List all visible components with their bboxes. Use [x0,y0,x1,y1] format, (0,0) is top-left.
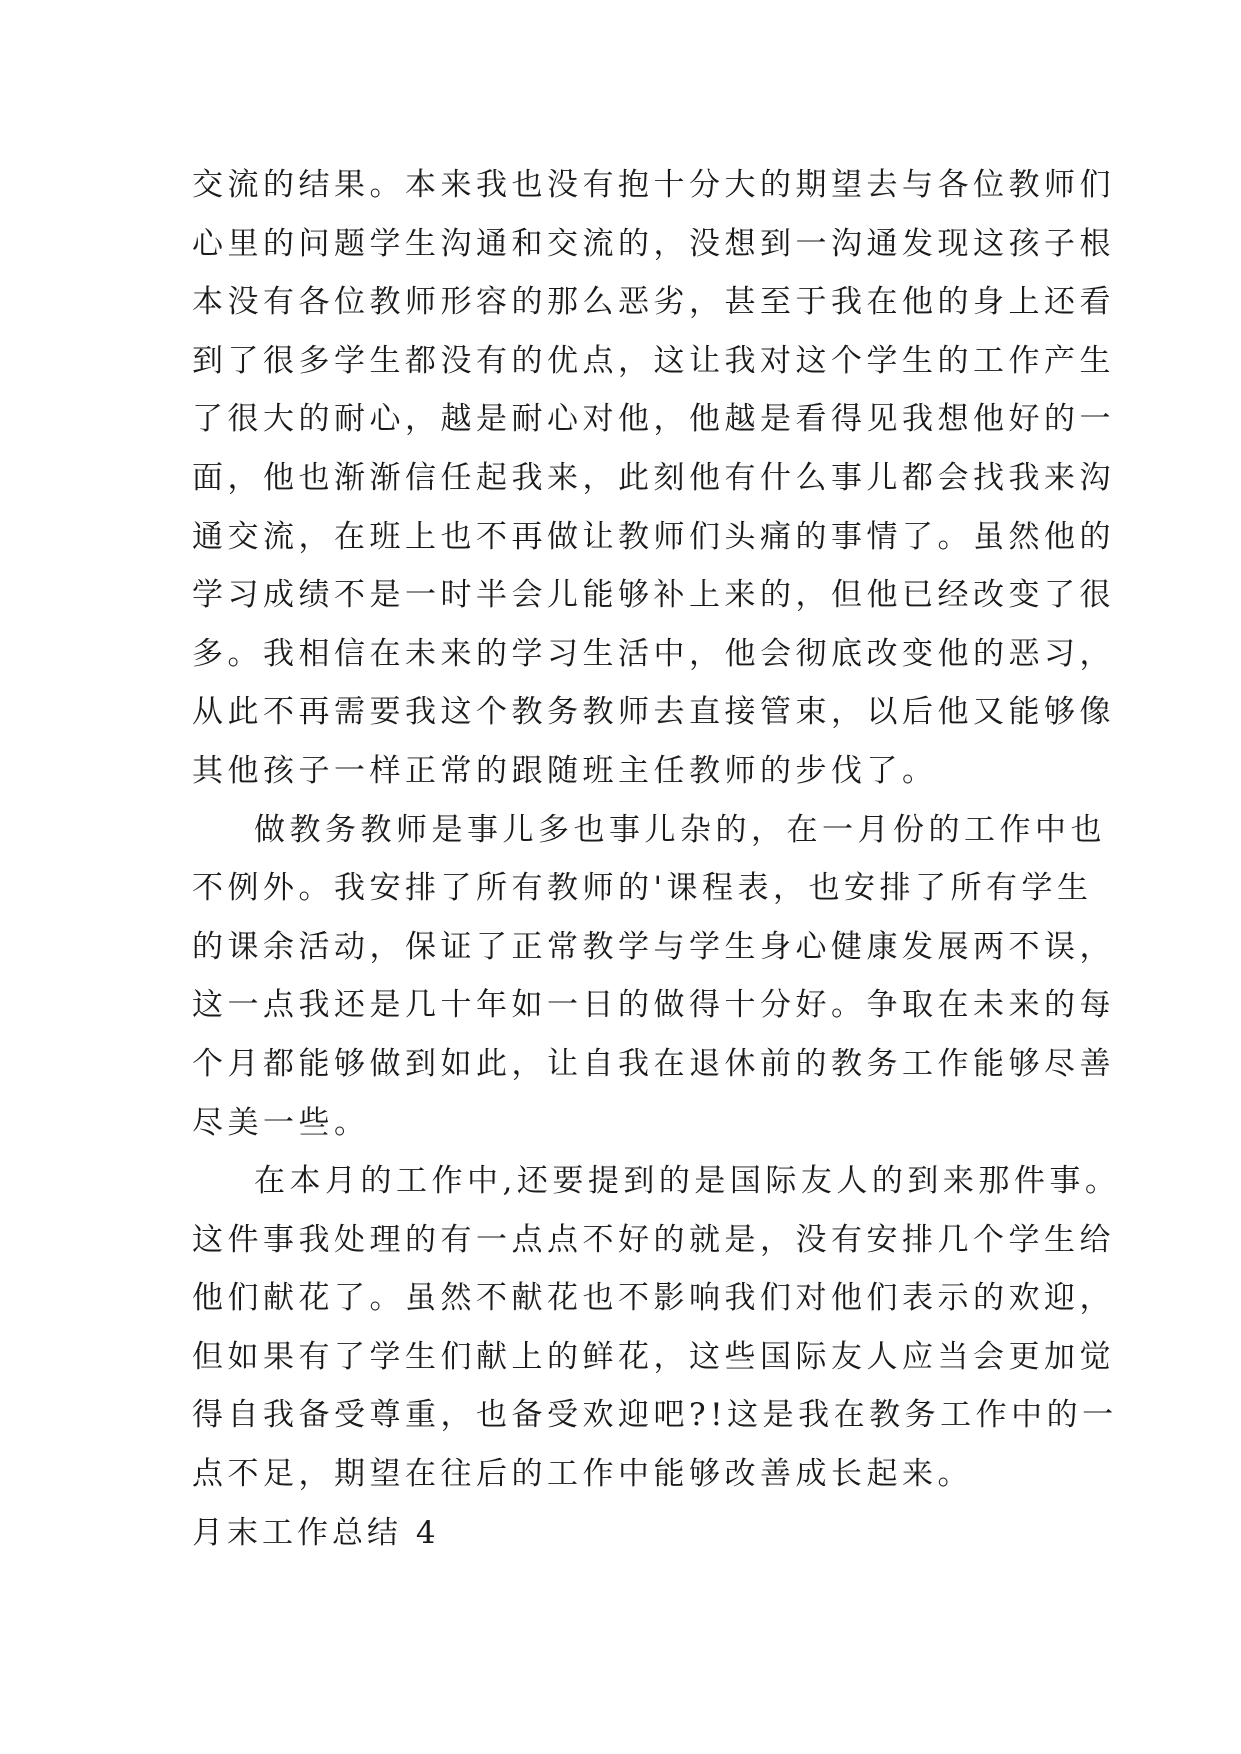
text-line: 这件事我处理的有一点点不好的就是，没有安排几个学生给 [192,1221,1115,1258]
text-line: 他们献花了。虽然不献花也不影响我们对他们表示的欢迎， [192,1280,1115,1317]
text-line: 做教务教师是事儿多也事儿杂的，在一月份的工作中也 [254,811,1106,848]
text-line: 交流的结果。本来我也没有抱十分大的期望去与各位教师们 [192,167,1115,203]
paragraph-2 [192,801,1115,1153]
text-line: 尽美一些。 [192,1104,370,1141]
text-line: 本没有各位教师形容的那么恶劣，甚至于我在他的身上还看 [192,284,1115,321]
text-line: 学习成绩不是一时半会儿能够补上来的，但他已经改变了很 [192,577,1115,614]
text-line: 到了很多学生都没有的优点，这让我对这个学生的工作产生 [192,342,1115,379]
text-line: 多。我相信在未来的学习生活中，他会彻底改变他的恶习， [192,635,1115,672]
text-line: 的课余活动，保证了正常教学与学生身心健康发展两不误， [192,928,1115,965]
document-body [192,156,1121,1562]
text-line: 得自我备受尊重，也备受欢迎吧?!这是我在教务工作中的一 [192,1397,1118,1434]
text-line: 通交流，在班上也不再做让教师们头痛的事情了。虽然他的 [192,518,1115,555]
text-line: 从此不再需要我这个教务教师去直接管束，以后他又能够像 [192,694,1115,731]
paragraph-3 [192,1152,1121,1504]
paragraph-1 [192,156,1115,801]
text-line: 心里的问题学生沟通和交流的，没想到一沟通发现这孩子根 [192,225,1115,262]
text-line: 了很大的耐心，越是耐心对他，他越是看得见我想他好的一 [192,401,1115,438]
section-heading: 月末工作总结 4 [192,1514,440,1551]
text-line: 点不足，期望在往后的工作中能够改善成长起来。 [192,1456,973,1493]
text-line: 在本月的工作中,还要提到的是国际友人的到来那件事。 [254,1163,1121,1200]
text-line: 这一点我还是几十年如一日的做得十分好。争取在未来的每 [192,987,1115,1024]
text-line: 面，他也渐渐信任起我来，此刻他有什么事儿都会找我来沟 [192,459,1115,496]
text-line: 不例外。我安排了所有教师的'课程表，也安排了所有学生 [192,870,1093,907]
text-line: 其他孩子一样正常的跟随班主任教师的步伐了。 [192,752,938,789]
text-line: 个月都能够做到如此，让自我在退休前的教务工作能够尽善 [192,1045,1115,1082]
text-line: 但如果有了学生们献上的鲜花，这些国际友人应当会更加觉 [192,1338,1115,1375]
